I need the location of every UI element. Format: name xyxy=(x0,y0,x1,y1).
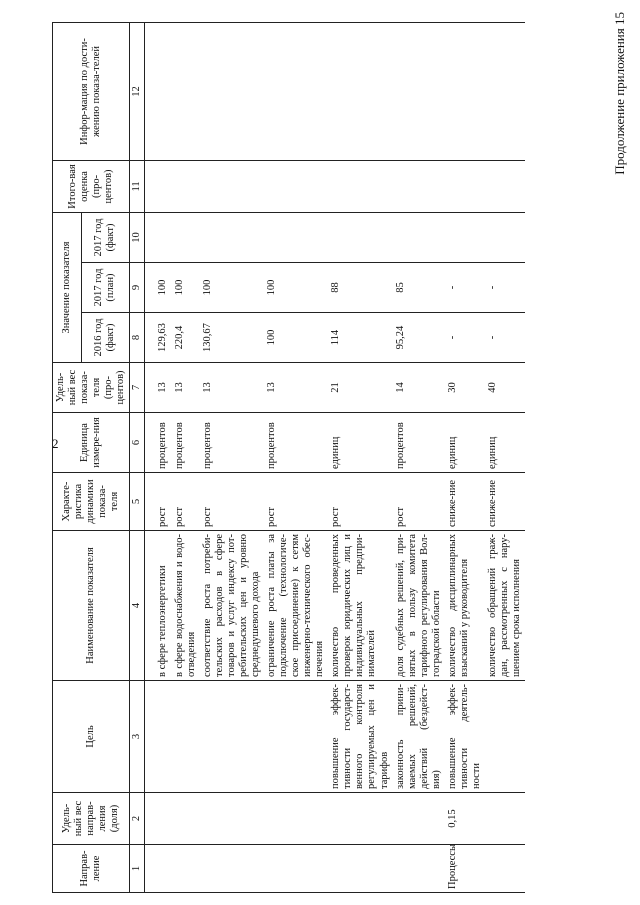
cell-indicator-name: соответствие роста потреби-тельских расходов в сфере товаров и услуг индексу пот-ребительских цен и уровню среднедушевого дохода xyxy=(200,531,264,681)
cell-weight xyxy=(393,793,445,845)
cell-direction xyxy=(172,845,200,893)
cell-2016-fact: 114 xyxy=(328,313,392,363)
column-number: 1 xyxy=(130,845,145,893)
cell-info xyxy=(172,22,200,160)
table-row xyxy=(445,22,485,892)
cell-unit: процентов xyxy=(264,413,328,473)
cell-indicator-name: доля судебных решений, при-нятых в пользу комитета тарифного регулирования Вол-гоградской области xyxy=(393,531,445,681)
table-row xyxy=(200,22,264,892)
cell-weight: 0,15 xyxy=(445,793,485,845)
indicator-table xyxy=(52,22,525,893)
cell-goal xyxy=(485,681,525,793)
cell-indicator-name: количество обращений граж-дан, рассмотренных с нару-шением срока исполнения xyxy=(485,531,525,681)
cell-goal xyxy=(264,681,328,793)
table-row xyxy=(172,22,200,892)
cell-indicator-weight: 30 xyxy=(445,363,485,413)
cell-characteristic: рост xyxy=(172,473,200,531)
header-2017-fact: 2017 год (факт) xyxy=(81,212,130,262)
cell-2017-plan: 88 xyxy=(328,263,392,313)
cell-final-score xyxy=(200,160,264,212)
cell-indicator-weight: 21 xyxy=(328,363,392,413)
table-row xyxy=(328,22,392,892)
header-characteristic: Характе-ристика динамики показа-теля xyxy=(53,473,130,531)
header-goal: Цель xyxy=(53,681,130,793)
column-number: 3 xyxy=(130,681,145,793)
column-number: 4 xyxy=(130,531,145,681)
cell-2017-fact xyxy=(485,212,525,262)
cell-goal xyxy=(172,681,200,793)
cell-info xyxy=(393,22,445,160)
cell-direction: Процессы xyxy=(445,845,485,893)
cell-weight xyxy=(200,793,264,845)
header-info: Инфор-мация по дости-жению показа-телей xyxy=(53,22,130,160)
cell-final-score xyxy=(393,160,445,212)
cell-direction xyxy=(264,845,328,893)
column-number: 6 xyxy=(130,413,145,473)
table-row xyxy=(393,22,445,892)
header-indicator-name: Наименование показателя xyxy=(53,531,130,681)
header-2016-fact: 2016 год (факт) xyxy=(81,313,130,363)
cell-characteristic: сниже-ние xyxy=(485,473,525,531)
cell-2017-fact xyxy=(445,212,485,262)
column-number: 9 xyxy=(130,263,145,313)
cell-2017-plan: - xyxy=(485,263,525,313)
cell-unit: процентов xyxy=(172,413,200,473)
cell-weight xyxy=(264,793,328,845)
table-row xyxy=(485,22,525,892)
cell-weight xyxy=(172,793,200,845)
cell-2016-fact: 95,24 xyxy=(393,313,445,363)
page-number: 2 xyxy=(52,436,59,451)
cell-characteristic: рост xyxy=(155,473,171,531)
cell-2016-fact: 100 xyxy=(264,313,328,363)
cell-2017-plan: 100 xyxy=(200,263,264,313)
cell-indicator-weight: 13 xyxy=(155,363,171,413)
cell-info xyxy=(264,22,328,160)
cell-indicator-name: ограничение роста платы за подключение (технологиче-ское присоединение) к сетям инженерно-технического обес-печения xyxy=(264,531,328,681)
cell-2017-fact xyxy=(393,212,445,262)
cell-indicator-name: в сфере водоснабжения и водо-отведения xyxy=(172,531,200,681)
cell-2017-fact xyxy=(328,212,392,262)
cell-final-score xyxy=(172,160,200,212)
cell-direction xyxy=(393,845,445,893)
cell-goal xyxy=(155,681,171,793)
cell-indicator-weight: 13 xyxy=(200,363,264,413)
indicator-table-container xyxy=(52,23,525,893)
header-final-score: Итого-вая оценка (про-центов) xyxy=(53,160,130,212)
cell-unit: процентов xyxy=(155,413,171,473)
appendix-note: Продолжение приложения 15 xyxy=(612,12,627,175)
cell-goal: законность прини-маемых решений, действий (бездейст-вия) xyxy=(393,681,445,793)
column-number: 12 xyxy=(130,22,145,160)
cell-indicator-name: количество проведенных проверок юридических лиц и индивидуальных предпри-нимателей xyxy=(328,531,392,681)
cell-goal: повышение эффек-тивности деятель-ности xyxy=(445,681,485,793)
column-number: 2 xyxy=(130,793,145,845)
cell-final-score xyxy=(155,160,171,212)
cell-2016-fact: - xyxy=(485,313,525,363)
cell-characteristic: сниже-ние xyxy=(445,473,485,531)
header-unit: Единица измере-ния xyxy=(53,413,130,473)
table-row xyxy=(155,22,171,892)
cell-2017-fact xyxy=(155,212,171,262)
cell-characteristic: рост xyxy=(264,473,328,531)
cell-final-score xyxy=(264,160,328,212)
column-number: 7 xyxy=(130,363,145,413)
cell-2016-fact: - xyxy=(445,313,485,363)
cell-characteristic: рост xyxy=(393,473,445,531)
cell-direction xyxy=(200,845,264,893)
column-number: 5 xyxy=(130,473,145,531)
cell-2016-fact: 130,67 xyxy=(200,313,264,363)
cell-2016-fact: 220,4 xyxy=(172,313,200,363)
cell-2017-plan: 100 xyxy=(155,263,171,313)
cell-goal xyxy=(200,681,264,793)
header-weight: Удель-ный вес направ-ления (доля) xyxy=(53,793,130,845)
cell-weight xyxy=(155,793,171,845)
cell-final-score xyxy=(445,160,485,212)
header-values-group: Значение показателя xyxy=(53,212,82,362)
cell-info xyxy=(200,22,264,160)
cell-2016-fact: 129,63 xyxy=(155,313,171,363)
cell-indicator-weight: 40 xyxy=(485,363,525,413)
column-number: 11 xyxy=(130,160,145,212)
cell-unit: единиц xyxy=(328,413,392,473)
cell-unit: единиц xyxy=(445,413,485,473)
cell-info xyxy=(155,22,171,160)
cell-unit: процентов xyxy=(393,413,445,473)
cell-2017-plan: 100 xyxy=(264,263,328,313)
cell-characteristic: рост xyxy=(328,473,392,531)
cell-2017-plan: 85 xyxy=(393,263,445,313)
cell-2017-plan: 100 xyxy=(172,263,200,313)
column-number: 8 xyxy=(130,313,145,363)
table-row xyxy=(264,22,328,892)
cell-2017-plan: - xyxy=(445,263,485,313)
column-number-row xyxy=(130,22,145,892)
cell-final-score xyxy=(485,160,525,212)
cell-info xyxy=(445,22,485,160)
cell-direction xyxy=(155,845,171,893)
cell-2017-fact xyxy=(264,212,328,262)
cell-2017-fact xyxy=(172,212,200,262)
cell-indicator-name: в сфере теплоэнергетики xyxy=(155,531,171,681)
cell-final-score xyxy=(328,160,392,212)
cell-indicator-name: количество дисциплинарных взысканий у руководителя xyxy=(445,531,485,681)
cell-characteristic: рост xyxy=(200,473,264,531)
column-number: 10 xyxy=(130,212,145,262)
header-indicator-weight: Удель-ный вес показа-теля (про-центов) xyxy=(53,363,130,413)
cell-unit: процентов xyxy=(200,413,264,473)
cell-indicator-weight: 14 xyxy=(393,363,445,413)
cell-info xyxy=(328,22,392,160)
cell-unit: единиц xyxy=(485,413,525,473)
header-direction: Направ-ление xyxy=(53,845,130,893)
cell-goal: повышение эффек-тивности государст-венного контроля регулируемых цен и тарифов xyxy=(328,681,392,793)
cell-2017-fact xyxy=(200,212,264,262)
cell-indicator-weight: 13 xyxy=(264,363,328,413)
cell-info xyxy=(485,22,525,160)
cell-direction xyxy=(328,845,392,893)
cell-direction xyxy=(485,845,525,893)
cell-weight xyxy=(485,793,525,845)
header-2017-plan: 2017 год (план) xyxy=(81,263,130,313)
cell-weight xyxy=(328,793,392,845)
cell-indicator-weight: 13 xyxy=(172,363,200,413)
